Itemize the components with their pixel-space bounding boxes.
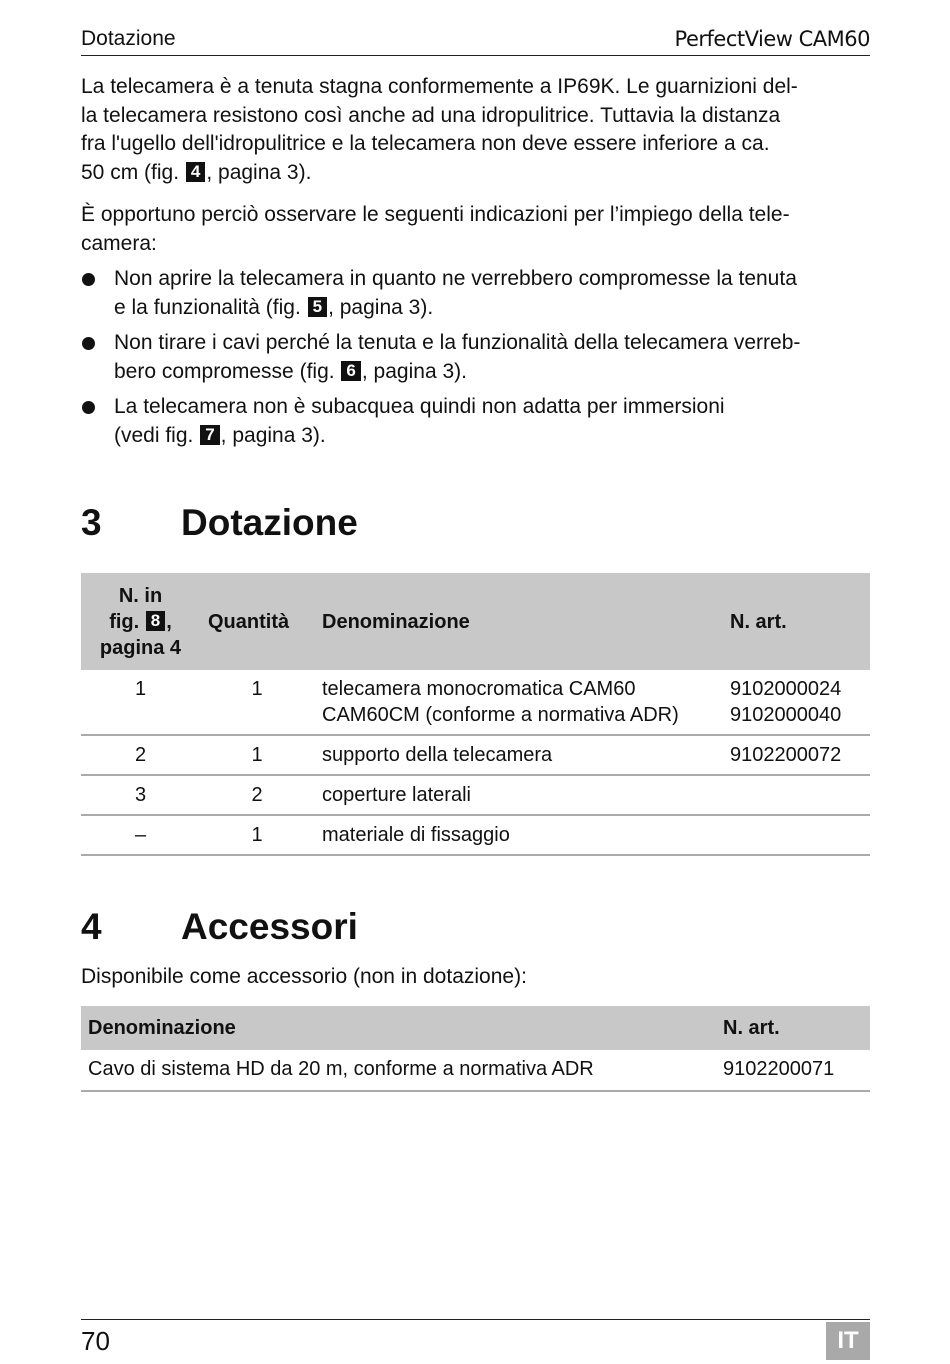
column-header-fig-number xyxy=(81,573,200,670)
scope-of-delivery-table xyxy=(81,573,870,856)
bullet-item xyxy=(81,329,870,386)
table-row xyxy=(81,670,870,735)
section-number: 3 xyxy=(81,502,102,543)
paragraph-instructions xyxy=(81,201,870,258)
text-fragment: , pagina 3). xyxy=(206,160,312,184)
cell-quantity: 2 xyxy=(200,775,314,815)
text-line: La telecamera è a tenuta stagna conformemente a IP69K. Le guarnizioni del- xyxy=(81,75,798,98)
figure-ref-badge: 4 xyxy=(186,162,205,182)
text-line: camera: xyxy=(81,231,157,255)
column-header-quantity: Quantità xyxy=(200,573,314,670)
language-badge: IT xyxy=(826,1322,870,1360)
bullet-list xyxy=(81,265,870,457)
text-line: la telecamera resistono così anche ad una idropulitrice. Tuttavia la distanza xyxy=(81,103,781,127)
header-line xyxy=(89,609,192,635)
table-header-row xyxy=(81,1006,870,1050)
text-fragment: e la funzionalità (fig. xyxy=(114,295,307,319)
text-line: fra l'ugello dell'idropulitrice e la telecamera non deve essere inferiore a ca. xyxy=(81,132,770,155)
cell-quantity: 1 xyxy=(200,815,314,855)
cell-description: supporto della telecamera xyxy=(314,735,722,775)
section-heading-accessori xyxy=(81,906,358,948)
figure-ref-badge: 6 xyxy=(341,361,360,381)
figure-ref-badge: 7 xyxy=(200,425,219,445)
cell-line: telecamera monocromatica CAM60 xyxy=(322,678,636,700)
text-fragment: , pagina 3). xyxy=(220,423,326,447)
text-line: Non tirare i cavi perché la tenuta e la funzionalità della telecamera verreb- xyxy=(114,331,801,354)
header-product: PerfectView CAM60 xyxy=(674,27,870,51)
text-line: È opportuno perciò osservare le seguenti indicazioni per l’impiego della tele- xyxy=(81,203,790,226)
cell-line: CAM60CM (conforme a normativa ADR) xyxy=(322,704,679,726)
text-line xyxy=(114,422,870,451)
cell-article-number xyxy=(722,670,870,735)
cell-fig-number: 2 xyxy=(81,735,200,775)
page-header xyxy=(81,22,870,56)
table-header-row xyxy=(81,573,870,670)
column-header-article-number: N. art. xyxy=(716,1006,870,1050)
cell-description: coperture laterali xyxy=(314,775,722,815)
header-section: Dotazione xyxy=(81,27,176,50)
text-fragment: , pagina 3). xyxy=(328,295,434,319)
text-line xyxy=(114,358,870,387)
column-header-description: Denominazione xyxy=(81,1006,716,1050)
column-header-description: Denominazione xyxy=(314,573,722,670)
table-row xyxy=(81,1050,870,1091)
cell-quantity: 1 xyxy=(200,670,314,735)
cell-description xyxy=(314,670,722,735)
page-footer xyxy=(81,1319,870,1362)
table-row xyxy=(81,815,870,855)
cell-fig-number: 1 xyxy=(81,670,200,735)
page-number: 70 xyxy=(81,1326,110,1356)
text-line: La telecamera non è subacquea quindi non adatta per immersioni xyxy=(114,395,725,418)
table-row xyxy=(81,735,870,775)
cell-quantity: 1 xyxy=(200,735,314,775)
section-heading-dotazione xyxy=(81,502,358,544)
bullet-dot-icon xyxy=(82,401,95,414)
bullet-item xyxy=(81,393,870,450)
cell-article-number xyxy=(722,815,870,855)
section-number: 4 xyxy=(81,906,102,947)
bullet-dot-icon xyxy=(82,273,95,286)
table-row xyxy=(81,775,870,815)
figure-ref-badge: 8 xyxy=(146,611,165,631)
cell-line: 9102000024 xyxy=(730,678,842,700)
text-fragment: 50 cm (fig. xyxy=(81,160,185,184)
cell-description: Cavo di sistema HD da 20 m, conforme a normativa ADR xyxy=(81,1050,716,1091)
cell-description: materiale di fissaggio xyxy=(314,815,722,855)
cell-fig-number: – xyxy=(81,815,200,855)
cell-line: 9102000040 xyxy=(730,704,842,726)
text-line xyxy=(114,294,870,323)
accessories-table xyxy=(81,1006,870,1092)
section-title: Accessori xyxy=(181,906,358,947)
paragraph-ip69k xyxy=(81,73,870,187)
section-title: Dotazione xyxy=(181,502,358,543)
header-line: pagina 4 xyxy=(99,636,182,659)
cell-article-number: 9102200071 xyxy=(716,1050,870,1091)
text-fragment: bero compromesse (fig. xyxy=(114,359,341,383)
text-line: Non aprire la telecamera in quanto ne verrebbero compromesse la tenuta xyxy=(114,267,797,290)
text-fragment: (vedi fig. xyxy=(114,423,200,447)
text-fragment: fig. xyxy=(109,610,145,633)
figure-ref-badge: 5 xyxy=(308,297,327,317)
bullet-dot-icon xyxy=(82,337,95,350)
text-fragment: , xyxy=(166,610,172,633)
text-line xyxy=(81,159,870,188)
text-fragment: , pagina 3). xyxy=(361,359,467,383)
cell-article-number xyxy=(722,775,870,815)
column-header-article-number: N. art. xyxy=(722,573,870,670)
accessories-intro: Disponibile come accessorio (non in dotazione): xyxy=(81,965,527,988)
cell-fig-number: 3 xyxy=(81,775,200,815)
cell-article-number: 9102200072 xyxy=(722,735,870,775)
header-line: N. in xyxy=(118,584,163,607)
bullet-item xyxy=(81,265,870,322)
